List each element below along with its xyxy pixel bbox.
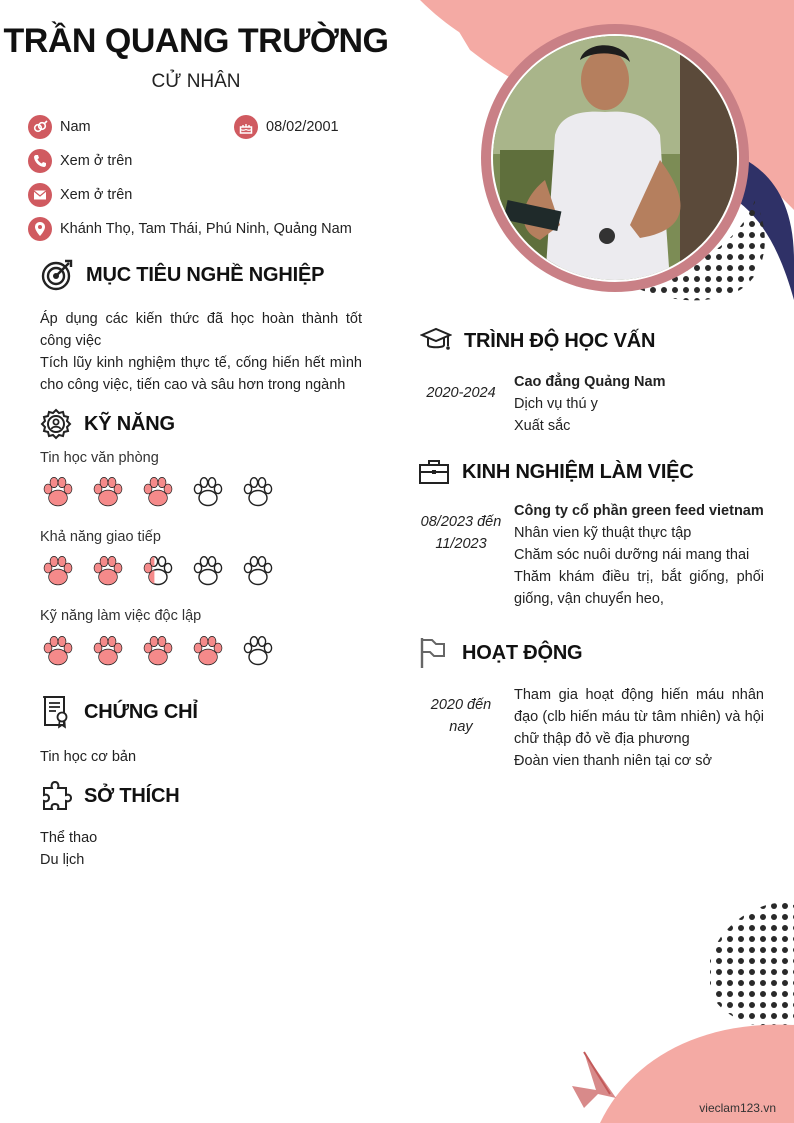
activities-desc-2: Đoàn vien thanh niên tại cơ sở (514, 753, 712, 769)
hobby-item: Du lịch (40, 852, 85, 868)
address-value: Khánh Thọ, Tam Thái, Phú Ninh, Quảng Nam (60, 221, 352, 237)
paw-rating-icon (40, 553, 76, 589)
education-period: 2020-2024 (426, 385, 496, 401)
candidate-title: CỬ NHÂN (151, 71, 241, 92)
skills-heading (40, 408, 175, 440)
birthday-row (234, 115, 339, 139)
activities-period (414, 694, 508, 738)
experience-title: KINH NGHIỆM LÀM VIỆC (462, 460, 694, 483)
education-title: TRÌNH ĐỘ HỌC VẤN (464, 329, 656, 352)
education-heading (420, 326, 655, 356)
activities-details (514, 684, 764, 772)
certificates-title: CHỨNG CHỈ (84, 700, 198, 723)
hobbies-title: SỞ THÍCH (84, 784, 180, 807)
paw-rating-icon (140, 553, 176, 589)
certificate-item: Tin học cơ bản (40, 749, 137, 765)
education-school: Cao đẳng Quảng Nam (514, 374, 666, 390)
birthday-value: 08/02/2001 (266, 119, 339, 135)
hobby-item: Thể thao (40, 830, 98, 846)
activities-period-start: 2020 đến (430, 697, 492, 713)
paw-rating-icon (140, 633, 176, 669)
activities-heading (418, 636, 582, 670)
objective-heading (40, 258, 324, 292)
skill-label-3: Kỹ năng làm việc độc lập (40, 608, 202, 624)
certificates-heading (40, 695, 198, 729)
flag-icon (418, 636, 450, 670)
target-icon (40, 258, 74, 292)
birthday-cake-icon (234, 115, 258, 139)
hobbies-heading (40, 780, 179, 812)
activities-title: HOẠT ĐỘNG (462, 641, 583, 664)
paw-rating-icon (190, 553, 226, 589)
gender-row (28, 115, 91, 139)
skill-label-1: Tin học văn phòng (40, 450, 159, 466)
phone-icon (28, 149, 52, 173)
paw-rating-icon (240, 474, 276, 510)
gender-icon (28, 115, 52, 139)
experience-period-end: 11/2023 (435, 536, 487, 552)
email-row (28, 183, 132, 207)
candidate-name: TRẦN QUANG TRƯỜNG (3, 22, 389, 60)
experience-company: Công ty cổ phần green feed vietnam (514, 503, 764, 519)
objective-text (40, 308, 362, 396)
skill-rating-1 (40, 474, 290, 515)
experience-period (414, 511, 508, 555)
email-icon (28, 183, 52, 207)
graduation-cap-icon (420, 326, 452, 356)
objective-title: MỤC TIÊU NGHỀ NGHIỆP (86, 263, 325, 286)
skill-rating-3 (40, 633, 290, 674)
education-grade: Xuất sắc (514, 418, 571, 434)
gender-value: Nam (60, 119, 91, 135)
paw-rating-icon (190, 633, 226, 669)
skill-label-2: Khả năng giao tiếp (40, 529, 161, 545)
skill-rating-2 (40, 553, 290, 594)
puzzle-piece-icon (40, 780, 72, 812)
paw-rating-icon (90, 633, 126, 669)
skills-title: KỸ NĂNG (84, 412, 175, 435)
briefcase-icon (418, 458, 450, 486)
objective-line-1: Áp dụng các kiến thức đã học hoàn thành tốt công việc (40, 311, 362, 349)
phone-value: Xem ở trên (60, 153, 133, 169)
hobbies-list (40, 827, 97, 871)
objective-line-2: Tích lũy kinh nghiệm thực tế, cống hiến hết mình cho công việc, tiến cao và sâu hơn trong ngành (40, 355, 362, 393)
gear-user-icon (40, 408, 72, 440)
footer-brand: vieclam123.vn (699, 1101, 776, 1115)
address-row (28, 217, 352, 241)
location-pin-icon (28, 217, 52, 241)
paw-rating-icon (240, 553, 276, 589)
paw-rating-icon (140, 474, 176, 510)
experience-heading (418, 458, 694, 486)
experience-task-1: Chăm sóc nuôi dưỡng nái mang thai (514, 547, 750, 563)
paw-rating-icon (40, 633, 76, 669)
email-value: Xem ở trên (60, 187, 133, 203)
experience-period-start: 08/2023 đến (420, 514, 502, 530)
phone-row (28, 149, 132, 173)
paw-rating-icon (90, 553, 126, 589)
education-major: Dịch vụ thú y (514, 396, 598, 412)
certificate-icon (40, 695, 72, 729)
profile-photo (491, 34, 739, 282)
paw-rating-icon (190, 474, 226, 510)
education-details (514, 371, 764, 437)
activities-desc-1: Tham gia hoạt động hiến máu nhân đạo (clb hiến máu từ tâm nhiên) và hội chữ thập đỏ về địa phương (514, 687, 764, 747)
experience-task-2: Thăm khám điều trị, bắt giống, phối giống, vận chuyển heo, (514, 569, 764, 607)
paw-rating-icon (240, 633, 276, 669)
paw-rating-icon (40, 474, 76, 510)
activities-period-end: nay (449, 719, 473, 735)
experience-details (514, 500, 764, 610)
paw-rating-icon (90, 474, 126, 510)
experience-position: Nhân vien kỹ thuật thực tập (514, 525, 692, 541)
